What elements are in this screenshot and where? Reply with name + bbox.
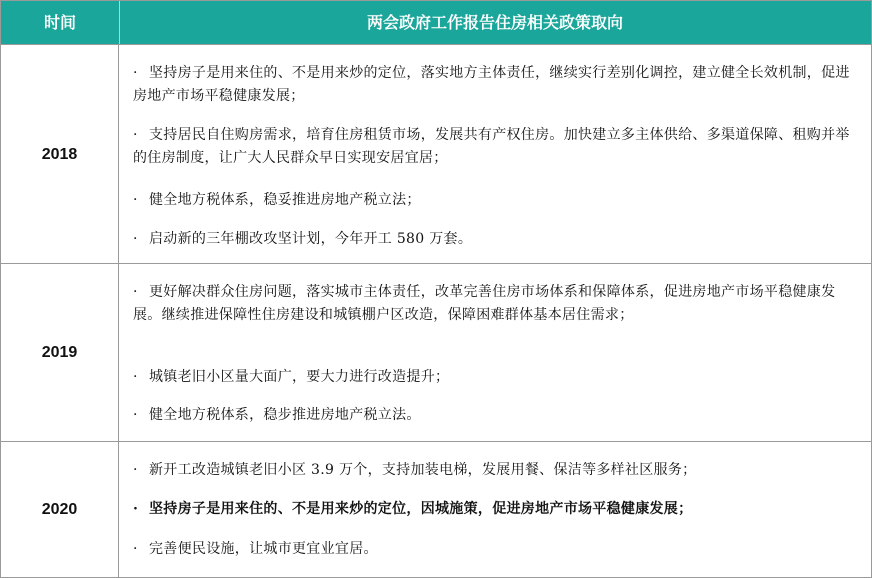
policy-item: · 健全地方税体系，稳步推进房地产税立法。 — [133, 407, 421, 423]
year-cell: 2020 — [1, 442, 119, 578]
policy-item: · 城镇老旧小区量大面广，要大力进行改造提升； — [133, 369, 450, 385]
policy-item: · 支持居民自住购房需求，培育住房租赁市场，发展共有产权住房。加快建立多主体供给、多渠道保障、租购并举的住房制度，让广大人民群众早日实现安居宜居； — [133, 127, 850, 166]
policy-item: · 健全地方税体系，稳妥推进房地产税立法； — [133, 192, 421, 208]
header-title: 两会政府工作报告住房相关政策取向 — [366, 13, 623, 32]
table-header — [1, 1, 871, 44]
table-row-2020 — [1, 441, 871, 578]
table-row-2019 — [1, 263, 871, 442]
header-time: 时间 — [43, 13, 76, 32]
policy-items — [119, 45, 871, 264]
policy-items — [119, 442, 871, 578]
table-row-2018 — [1, 44, 871, 264]
policy-item: · 完善便民设施，让城市更宜业宜居。 — [133, 541, 378, 557]
year-cell: 2019 — [1, 264, 119, 442]
policy-item: · 新开工改造城镇老旧小区 3.9 万个，支持加装电梯，发展用餐、保洁等多样社区服务； — [133, 462, 697, 478]
policy-item: · 坚持房子是用来住的、不是用来炒的定位，落实地方主体责任，继续实行差别化调控，建立健全长效机制，促进房地产市场平稳健康发展； — [133, 65, 850, 104]
policy-item-emphasized: · 坚持房子是用来住的、不是用来炒的定位，因城施策，促进房地产市场平稳健康发展； — [133, 501, 693, 517]
year-cell: 2018 — [1, 45, 119, 264]
policy-items — [119, 264, 871, 442]
policy-item: · 更好解决群众住房问题，落实城市主体责任，改革完善住房市场体系和保障体系，促进房地产市场平稳健康发展。继续推进保障性住房建设和城镇棚户区改造，保障困难群体基本居住需求； — [133, 284, 836, 323]
policy-item: · 启动新的三年棚改攻坚计划，今年开工 580 万套。 — [133, 231, 473, 247]
